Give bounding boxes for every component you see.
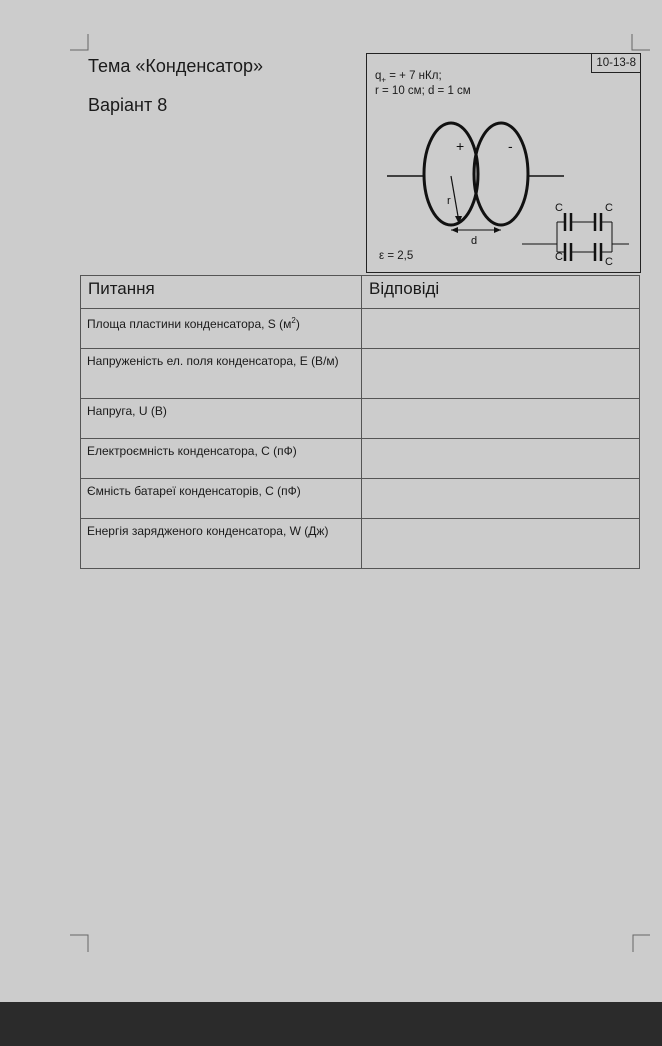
table-row xyxy=(81,399,640,439)
variant-label: Варіант 8 xyxy=(88,95,168,115)
cap-label-4: C xyxy=(605,256,613,268)
cap-label-1: C xyxy=(555,202,563,214)
plate-negative xyxy=(474,123,528,225)
geometry-param: r = 10 см; d = 1 см xyxy=(375,85,471,97)
capacitor-network xyxy=(522,222,629,252)
minus-sign: - xyxy=(508,138,513,154)
header-question: Питання xyxy=(81,276,362,309)
question-cell: Ємність батареї конденсаторів, C (пФ) xyxy=(81,479,362,519)
table-row xyxy=(81,349,640,399)
table-row xyxy=(81,519,640,569)
capacitor-drawing xyxy=(367,54,640,272)
question-cell: Напруженість ел. поля конденсатора, E (В/м) xyxy=(81,349,362,399)
cap-label-3: C xyxy=(555,251,563,263)
table-row xyxy=(81,439,640,479)
gap-label: d xyxy=(471,235,478,247)
charge-param: $q_+$ = + 7 нКл; xyxy=(375,70,442,85)
table-row xyxy=(81,479,640,519)
page-title: Тема «Конденсатор» xyxy=(88,56,263,76)
table-row xyxy=(81,309,640,349)
question-cell: Електроємність конденсатора, C (пФ) xyxy=(81,439,362,479)
answer-cell[interactable] xyxy=(362,349,640,399)
question-cell: Площа пластини конденсатора, S $(м^2)$ xyxy=(81,309,362,349)
radius-label: r xyxy=(447,195,451,207)
answer-cell[interactable] xyxy=(362,399,640,439)
plus-sign: + xyxy=(456,138,465,154)
capacitor-figure xyxy=(366,53,641,273)
answer-cell[interactable] xyxy=(362,439,640,479)
question-cell: Енергія зарядженого конденсатора, W (Дж) xyxy=(81,519,362,569)
question-answer-table xyxy=(80,275,640,569)
figure-code: 10-13-8 xyxy=(591,53,641,73)
table-header-row xyxy=(81,276,640,309)
header-answer: Відповіді xyxy=(362,276,640,309)
answer-cell[interactable] xyxy=(362,479,640,519)
cap-label-2: C xyxy=(605,202,613,214)
bottom-bar xyxy=(0,1002,662,1046)
plate-positive xyxy=(424,123,478,225)
answer-cell[interactable] xyxy=(362,519,640,569)
permittivity-param: ε = 2,5 xyxy=(379,250,414,262)
capacitor-symbols xyxy=(565,213,601,261)
answer-cell[interactable] xyxy=(362,309,640,349)
question-cell: Напруга, U (В) xyxy=(81,399,362,439)
